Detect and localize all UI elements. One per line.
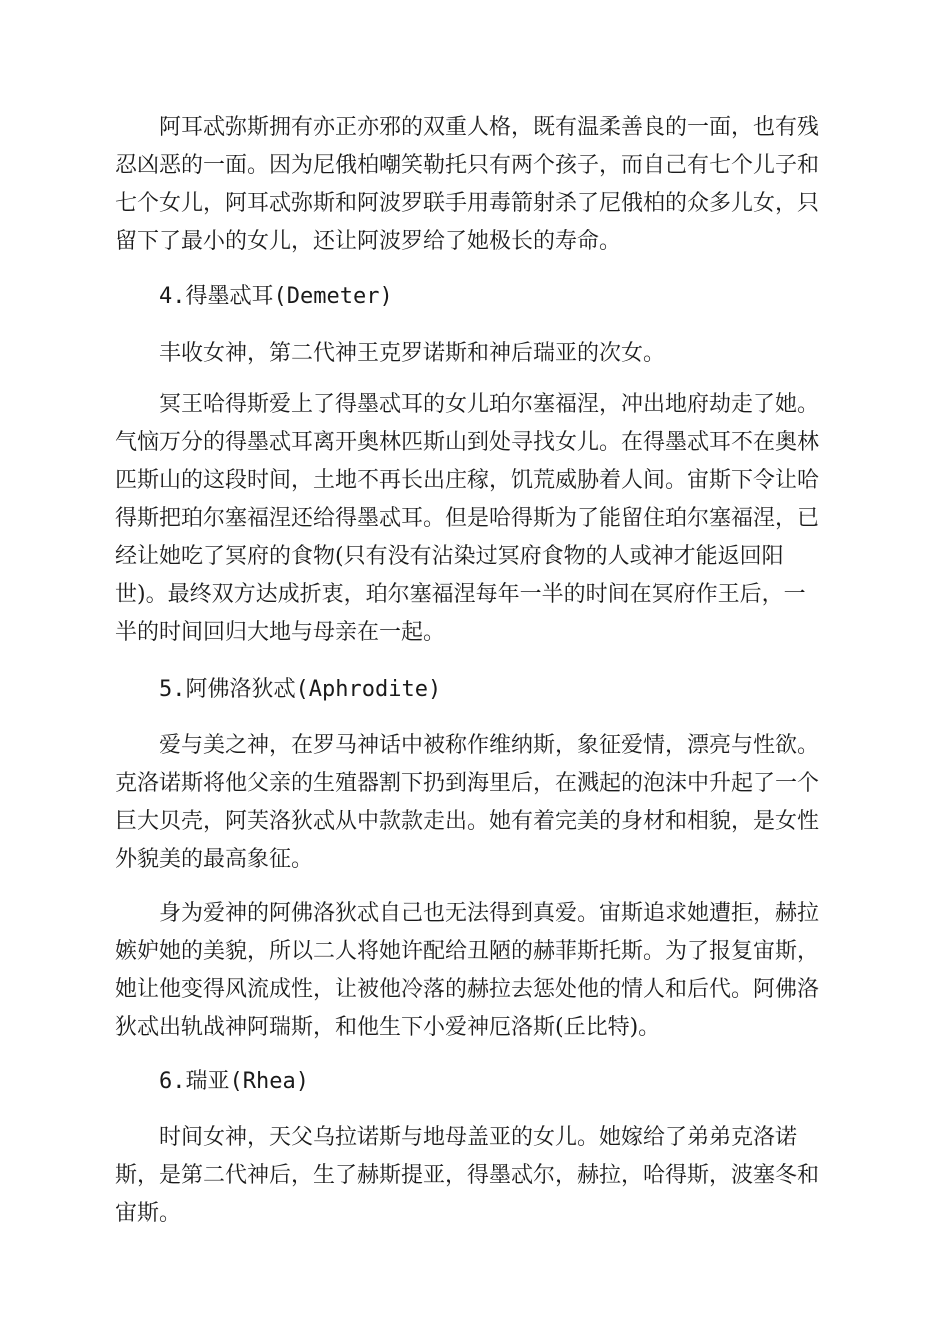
text-line: 七个女儿，阿耳忒弥斯和阿波罗联手用毒箭射杀了尼俄柏的众多儿女，只 (115, 191, 820, 216)
paragraph-aphrodite-intro (115, 727, 835, 879)
text-line: 狄忒出轨战神阿瑞斯，和他生下小爱神厄洛斯(丘比特)。 (115, 1015, 661, 1040)
text-line: 她让他变得风流成性，让被他冷落的赫拉去惩处他的情人和后代。阿佛洛 (115, 977, 820, 1002)
heading-rhea (115, 1063, 835, 1101)
paragraph-rhea (115, 1119, 835, 1233)
text-line: 得斯把珀尔塞福涅还给得墨忒耳。但是哈得斯为了能留住珀尔塞福涅，已 (115, 506, 820, 531)
text-line: 时间女神，天父乌拉诺斯与地母盖亚的女儿。她嫁给了弟弟克洛诺 (115, 1125, 798, 1150)
text-line: 经让她吃了冥府的食物(只有没有沾染过冥府食物的人或神才能返回阳 (115, 544, 784, 569)
text-line: 克洛诺斯将他父亲的生殖器割下扔到海里后，在溅起的泡沫中升起了一个 (115, 771, 820, 796)
text-line: 留下了最小的女儿，还让阿波罗给了她极长的寿命。 (115, 229, 622, 254)
text-line: 匹斯山的这段时间，土地不再长出庄稼，饥荒威胁着人间。宙斯下令让哈 (115, 468, 820, 493)
text-line: 嫉妒她的美貌，所以二人将她许配给丑陋的赫菲斯托斯。为了报复宙斯， (115, 939, 820, 964)
text-line: 丰收女神，第二代神王克罗诺斯和神后瑞亚的次女。 (115, 341, 666, 366)
text-line: 气恼万分的得墨忒耳离开奥林匹斯山到处寻找女儿。在得墨忒耳不在奥林 (115, 430, 820, 455)
text-line: 世)。最终双方达成折衷，珀尔塞福涅每年一半的时间在冥府作王后，一 (115, 582, 806, 607)
heading-aphrodite (115, 671, 835, 709)
text-line: 宙斯。 (115, 1201, 182, 1226)
text-line: 忍凶恶的一面。因为尼俄柏嘲笑勒托只有两个孩子，而自己有七个儿子和 (115, 153, 820, 178)
paragraph-aphrodite-love (115, 895, 835, 1047)
text-line: 阿耳忒弥斯拥有亦正亦邪的双重人格，既有温柔善良的一面，也有残 (115, 115, 820, 140)
section-heading: 6.瑞亚(Rhea) (115, 1069, 309, 1094)
text-line: 外貌美的最高象征。 (115, 847, 314, 872)
paragraph-demeter-intro (115, 335, 835, 373)
section-heading: 4.得墨忒耳(Demeter) (115, 284, 393, 309)
text-line: 身为爱神的阿佛洛狄忒自己也无法得到真爱。宙斯追求她遭拒，赫拉 (115, 901, 820, 926)
text-line: 巨大贝壳，阿芙洛狄忒从中款款走出。她有着完美的身材和相貌，是女性 (115, 809, 820, 834)
text-line: 半的时间回归大地与母亲在一起。 (115, 620, 446, 645)
text-line: 冥王哈得斯爱上了得墨忒耳的女儿珀尔塞福涅，冲出地府劫走了她。 (115, 392, 820, 417)
heading-demeter (115, 278, 835, 316)
paragraph-artemis-character (115, 109, 835, 261)
text-line: 爱与美之神，在罗马神话中被称作维纳斯，象征爱情，漂亮与性欲。 (115, 733, 820, 758)
text-line: 斯，是第二代神后，生了赫斯提亚，得墨忒尔，赫拉，哈得斯，波塞冬和 (115, 1163, 820, 1188)
section-heading: 5.阿佛洛狄忒(Aphrodite) (115, 677, 442, 702)
paragraph-demeter-story (115, 386, 835, 652)
